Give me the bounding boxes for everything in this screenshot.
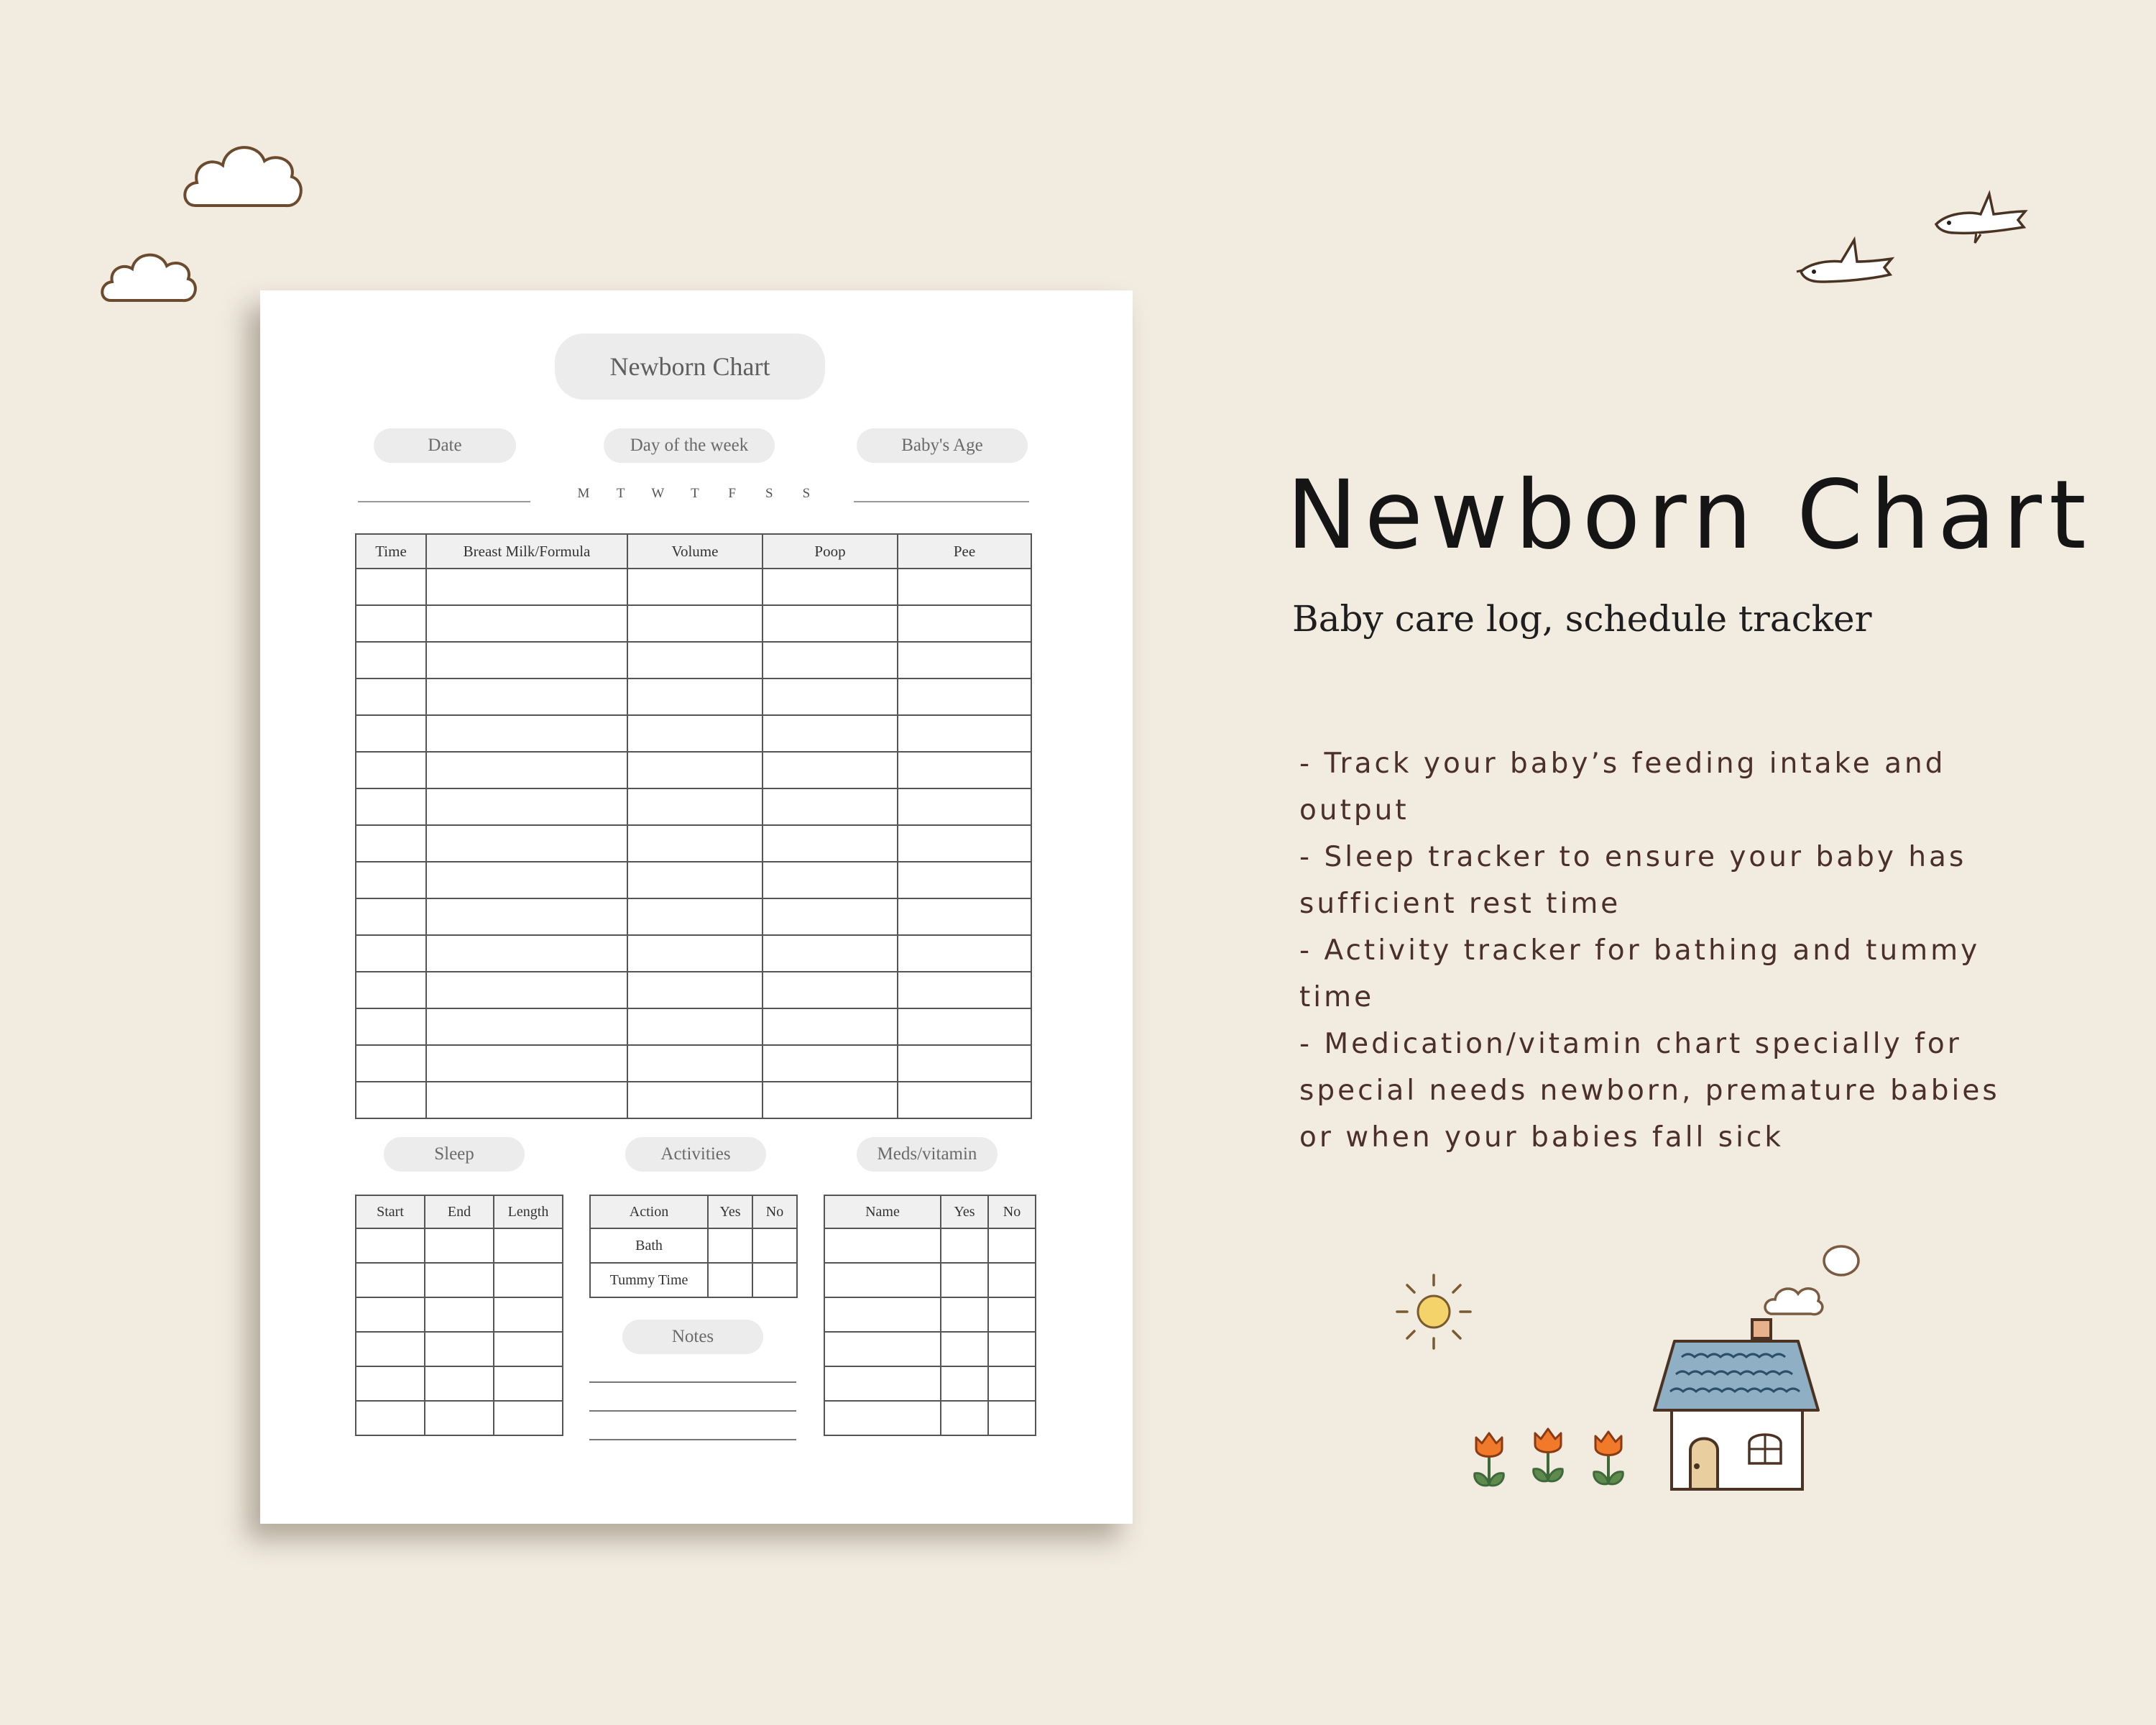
log-entry-cell[interactable] [898, 605, 1031, 642]
weekday-selector [576, 486, 814, 507]
table-row [356, 1401, 563, 1435]
weekday-option[interactable]: T [691, 486, 699, 501]
log-entry-cell[interactable] [426, 898, 627, 935]
sleep-entry-cell[interactable] [425, 1332, 494, 1366]
date-label [374, 428, 516, 463]
log-entry-cell[interactable] [356, 825, 426, 862]
meds-entry-cell[interactable] [941, 1401, 988, 1435]
table-row [824, 1263, 1036, 1297]
table-row [824, 1366, 1036, 1401]
notes-line[interactable] [589, 1381, 796, 1383]
babys-age-label [857, 428, 1028, 463]
log-entry-cell[interactable] [763, 1082, 898, 1118]
log-entry-cell[interactable] [627, 1008, 763, 1045]
log-entry-cell[interactable] [627, 642, 763, 678]
sleep-entry-cell[interactable] [425, 1366, 494, 1401]
column-header-time: Time [356, 534, 426, 569]
table-row [824, 1228, 1036, 1263]
log-entry-cell[interactable] [627, 715, 763, 752]
log-entry-cell[interactable] [426, 715, 627, 752]
weekday-option[interactable]: T [616, 486, 625, 501]
table-row [356, 678, 1031, 715]
table-row [356, 1263, 563, 1297]
log-entry-cell[interactable] [898, 715, 1031, 752]
column-header-no: No [988, 1195, 1036, 1228]
weekday-option[interactable]: S [765, 486, 773, 501]
log-entry-cell[interactable] [627, 1045, 763, 1082]
table-row [590, 1263, 797, 1297]
log-entry-cell[interactable] [356, 972, 426, 1008]
log-entry-cell[interactable] [763, 1045, 898, 1082]
feeding-log-table [355, 533, 1032, 1119]
meds-entry-cell[interactable] [988, 1401, 1036, 1435]
date-label-text: Date [428, 436, 462, 455]
log-entry-cell[interactable] [627, 605, 763, 642]
log-entry-cell[interactable] [356, 569, 426, 605]
sleep-entry-cell[interactable] [356, 1228, 425, 1263]
log-entry-cell[interactable] [763, 678, 898, 715]
meds-vitamin-label-text: Meds/vitamin [877, 1144, 977, 1164]
meds-table-body [824, 1228, 1036, 1435]
bird-icon [1933, 190, 2027, 247]
log-entry-cell[interactable] [627, 788, 763, 825]
feature-list [1299, 740, 2018, 1161]
log-entry-cell[interactable] [356, 862, 426, 898]
log-entry-cell[interactable] [356, 678, 426, 715]
sleep-label [384, 1137, 525, 1172]
notes-label-text: Notes [671, 1327, 714, 1346]
log-entry-cell[interactable] [627, 752, 763, 788]
log-entry-cell[interactable] [763, 752, 898, 788]
babys-age-label-text: Baby's Age [901, 436, 983, 455]
column-header-end: End [425, 1195, 494, 1228]
meds-entry-cell[interactable] [824, 1332, 941, 1366]
log-entry-cell[interactable] [356, 1045, 426, 1082]
activity-name-tummy-time: Tummy Time [590, 1263, 708, 1297]
log-entry-cell[interactable] [763, 862, 898, 898]
log-entry-cell[interactable] [627, 862, 763, 898]
log-entry-cell[interactable] [426, 972, 627, 1008]
meds-entry-cell[interactable] [824, 1263, 941, 1297]
table-row [356, 715, 1031, 752]
log-entry-cell[interactable] [763, 715, 898, 752]
log-entry-cell[interactable] [763, 935, 898, 972]
log-entry-cell[interactable] [763, 972, 898, 1008]
log-entry-cell[interactable] [426, 752, 627, 788]
sleep-entry-cell[interactable] [494, 1228, 563, 1263]
table-row [356, 1082, 1031, 1118]
table-row [824, 1332, 1036, 1366]
activity-no-cell[interactable] [752, 1228, 797, 1263]
activity-name-bath: Bath [590, 1228, 708, 1263]
log-entry-cell[interactable] [763, 605, 898, 642]
log-entry-cell[interactable] [426, 862, 627, 898]
meds-entry-cell[interactable] [988, 1228, 1036, 1263]
meds-entry-cell[interactable] [988, 1366, 1036, 1401]
feature-item: - Medication/vitamin chart specially for special needs newborn, premature babies or when your babies fall sick [1299, 1028, 2000, 1154]
cloud-icon [180, 139, 305, 217]
column-header-pee: Pee [898, 534, 1031, 569]
log-entry-cell[interactable] [898, 935, 1031, 972]
meds-entry-cell[interactable] [824, 1297, 941, 1332]
log-entry-cell[interactable] [627, 825, 763, 862]
log-entry-cell[interactable] [627, 972, 763, 1008]
activity-yes-cell[interactable] [708, 1263, 752, 1297]
tulip-icon [1528, 1423, 1568, 1488]
table-row [356, 642, 1031, 678]
sheet-title [555, 334, 825, 400]
table-row [356, 862, 1031, 898]
bird-icon [1795, 237, 1894, 289]
babys-age-fill-line[interactable] [854, 501, 1029, 502]
log-entry-cell[interactable] [426, 788, 627, 825]
sleep-entry-cell[interactable] [494, 1263, 563, 1297]
log-entry-cell[interactable] [426, 1045, 627, 1082]
activities-label [625, 1137, 766, 1172]
table-row [356, 898, 1031, 935]
table-row [356, 569, 1031, 605]
log-entry-cell[interactable] [356, 788, 426, 825]
sleep-entry-cell[interactable] [494, 1401, 563, 1435]
log-entry-cell[interactable] [898, 825, 1031, 862]
log-entry-cell[interactable] [763, 642, 898, 678]
table-row [356, 1332, 563, 1366]
log-entry-cell[interactable] [898, 678, 1031, 715]
column-header-poop: Poop [763, 534, 898, 569]
log-entry-cell[interactable] [763, 569, 898, 605]
log-entry-cell[interactable] [627, 569, 763, 605]
log-entry-cell[interactable] [356, 1008, 426, 1045]
meds-entry-cell[interactable] [941, 1297, 988, 1332]
tulip-icon [1588, 1426, 1628, 1491]
meds-entry-cell[interactable] [941, 1228, 988, 1263]
activity-yes-cell[interactable] [708, 1228, 752, 1263]
log-entry-cell[interactable] [627, 1082, 763, 1118]
day-of-week-label [604, 428, 775, 463]
column-header-no: No [752, 1195, 797, 1228]
log-entry-cell[interactable] [356, 605, 426, 642]
log-entry-cell[interactable] [898, 1082, 1031, 1118]
log-entry-cell[interactable] [763, 788, 898, 825]
notes-label [622, 1320, 763, 1354]
hero-subtitle: Baby care log, schedule tracker [1292, 598, 1872, 640]
table-row [356, 1297, 563, 1332]
sleep-entry-cell[interactable] [356, 1332, 425, 1366]
log-entry-cell[interactable] [898, 1008, 1031, 1045]
log-entry-cell[interactable] [356, 1082, 426, 1118]
sleep-entry-cell[interactable] [425, 1228, 494, 1263]
column-header-yes: Yes [708, 1195, 752, 1228]
table-row [356, 788, 1031, 825]
log-entry-cell[interactable] [426, 605, 627, 642]
weekday-option[interactable]: F [728, 486, 736, 501]
weekday-option[interactable]: M [577, 486, 590, 501]
sleep-entry-cell[interactable] [494, 1297, 563, 1332]
meds-entry-cell[interactable] [824, 1228, 941, 1263]
meds-entry-cell[interactable] [824, 1366, 941, 1401]
log-entry-cell[interactable] [898, 642, 1031, 678]
sleep-entry-cell[interactable] [356, 1366, 425, 1401]
weekday-option[interactable]: S [802, 486, 811, 501]
meds-entry-cell[interactable] [988, 1332, 1036, 1366]
date-fill-line[interactable] [358, 501, 530, 502]
column-header-volume: Volume [627, 534, 763, 569]
meds-vitamin-label [857, 1137, 998, 1172]
meds-entry-cell[interactable] [824, 1401, 941, 1435]
sleep-label-text: Sleep [434, 1144, 474, 1164]
column-header-length: Length [494, 1195, 563, 1228]
sleep-entry-cell[interactable] [356, 1297, 425, 1332]
hero-title: Newborn Chart [1286, 460, 2093, 571]
sleep-entry-cell[interactable] [425, 1263, 494, 1297]
meds-entry-cell[interactable] [941, 1332, 988, 1366]
feature-item: - Sleep tracker to ensure your baby has sufficient rest time [1299, 841, 1967, 920]
log-entry-cell[interactable] [898, 788, 1031, 825]
log-entry-cell[interactable] [426, 569, 627, 605]
table-row [356, 605, 1031, 642]
table-row [356, 825, 1031, 862]
log-entry-cell[interactable] [763, 825, 898, 862]
activity-no-cell[interactable] [752, 1263, 797, 1297]
notes-line[interactable] [589, 1410, 796, 1412]
meds-entry-cell[interactable] [988, 1263, 1036, 1297]
sleep-entry-cell[interactable] [356, 1263, 425, 1297]
newborn-chart-sheet [260, 290, 1133, 1524]
feature-item: - Track your baby’s feeding intake and output [1299, 748, 1946, 827]
sheet-title-text: Newborn Chart [609, 352, 770, 381]
activities-table [589, 1195, 798, 1298]
meds-entry-cell[interactable] [941, 1263, 988, 1297]
weekday-option[interactable]: W [651, 486, 665, 501]
log-entry-cell[interactable] [356, 935, 426, 972]
feature-item: - Activity tracker for bathing and tummy time [1299, 934, 1981, 1013]
log-entry-cell[interactable] [356, 898, 426, 935]
sleep-entry-cell[interactable] [494, 1366, 563, 1401]
log-entry-cell[interactable] [426, 825, 627, 862]
table-header-row [590, 1195, 797, 1228]
log-entry-cell[interactable] [898, 898, 1031, 935]
table-header-row [356, 1195, 563, 1228]
house-icon [1646, 1320, 1833, 1498]
log-entry-cell[interactable] [356, 642, 426, 678]
meds-entry-cell[interactable] [941, 1366, 988, 1401]
log-entry-cell[interactable] [763, 1008, 898, 1045]
log-entry-cell[interactable] [898, 752, 1031, 788]
log-entry-cell[interactable] [356, 752, 426, 788]
table-row [356, 1045, 1031, 1082]
smoke-cloud-icon [1761, 1239, 1861, 1325]
log-entry-cell[interactable] [426, 1008, 627, 1045]
log-entry-cell[interactable] [426, 935, 627, 972]
column-header-action: Action [590, 1195, 708, 1228]
table-row [356, 935, 1031, 972]
log-entry-cell[interactable] [627, 935, 763, 972]
log-entry-cell[interactable] [898, 972, 1031, 1008]
sleep-table-body [356, 1228, 563, 1435]
notes-line[interactable] [589, 1439, 796, 1440]
log-entry-cell[interactable] [426, 1082, 627, 1118]
log-entry-cell[interactable] [627, 678, 763, 715]
activities-label-text: Activities [660, 1144, 731, 1164]
table-row [824, 1401, 1036, 1435]
column-header-yes: Yes [941, 1195, 988, 1228]
column-header-name: Name [824, 1195, 941, 1228]
column-header-start: Start [356, 1195, 425, 1228]
table-row [356, 752, 1031, 788]
log-entry-cell[interactable] [627, 898, 763, 935]
sleep-entry-cell[interactable] [356, 1401, 425, 1435]
table-row [824, 1297, 1036, 1332]
tulip-icon [1469, 1427, 1509, 1492]
log-entry-cell[interactable] [426, 642, 627, 678]
table-row [356, 1008, 1031, 1045]
sleep-entry-cell[interactable] [494, 1332, 563, 1366]
log-entry-cell[interactable] [898, 862, 1031, 898]
cloud-icon [98, 247, 200, 309]
table-row [356, 1228, 563, 1263]
sun-icon [1387, 1265, 1480, 1358]
log-entry-cell[interactable] [356, 715, 426, 752]
meds-vitamin-table [824, 1195, 1036, 1436]
log-entry-cell[interactable] [426, 678, 627, 715]
sleep-table [355, 1195, 563, 1436]
table-header-row [356, 534, 1031, 569]
log-entry-cell[interactable] [898, 569, 1031, 605]
table-header-row [824, 1195, 1036, 1228]
day-of-week-label-text: Day of the week [630, 436, 749, 455]
table-row [356, 972, 1031, 1008]
column-header-breast-milk-formula: Breast Milk/Formula [426, 534, 627, 569]
log-entry-cell[interactable] [763, 898, 898, 935]
sleep-entry-cell[interactable] [425, 1297, 494, 1332]
feeding-log-body [356, 569, 1031, 1118]
log-entry-cell[interactable] [898, 1045, 1031, 1082]
table-row [356, 1366, 563, 1401]
table-row [590, 1228, 797, 1263]
sleep-entry-cell[interactable] [425, 1401, 494, 1435]
meds-entry-cell[interactable] [988, 1297, 1036, 1332]
